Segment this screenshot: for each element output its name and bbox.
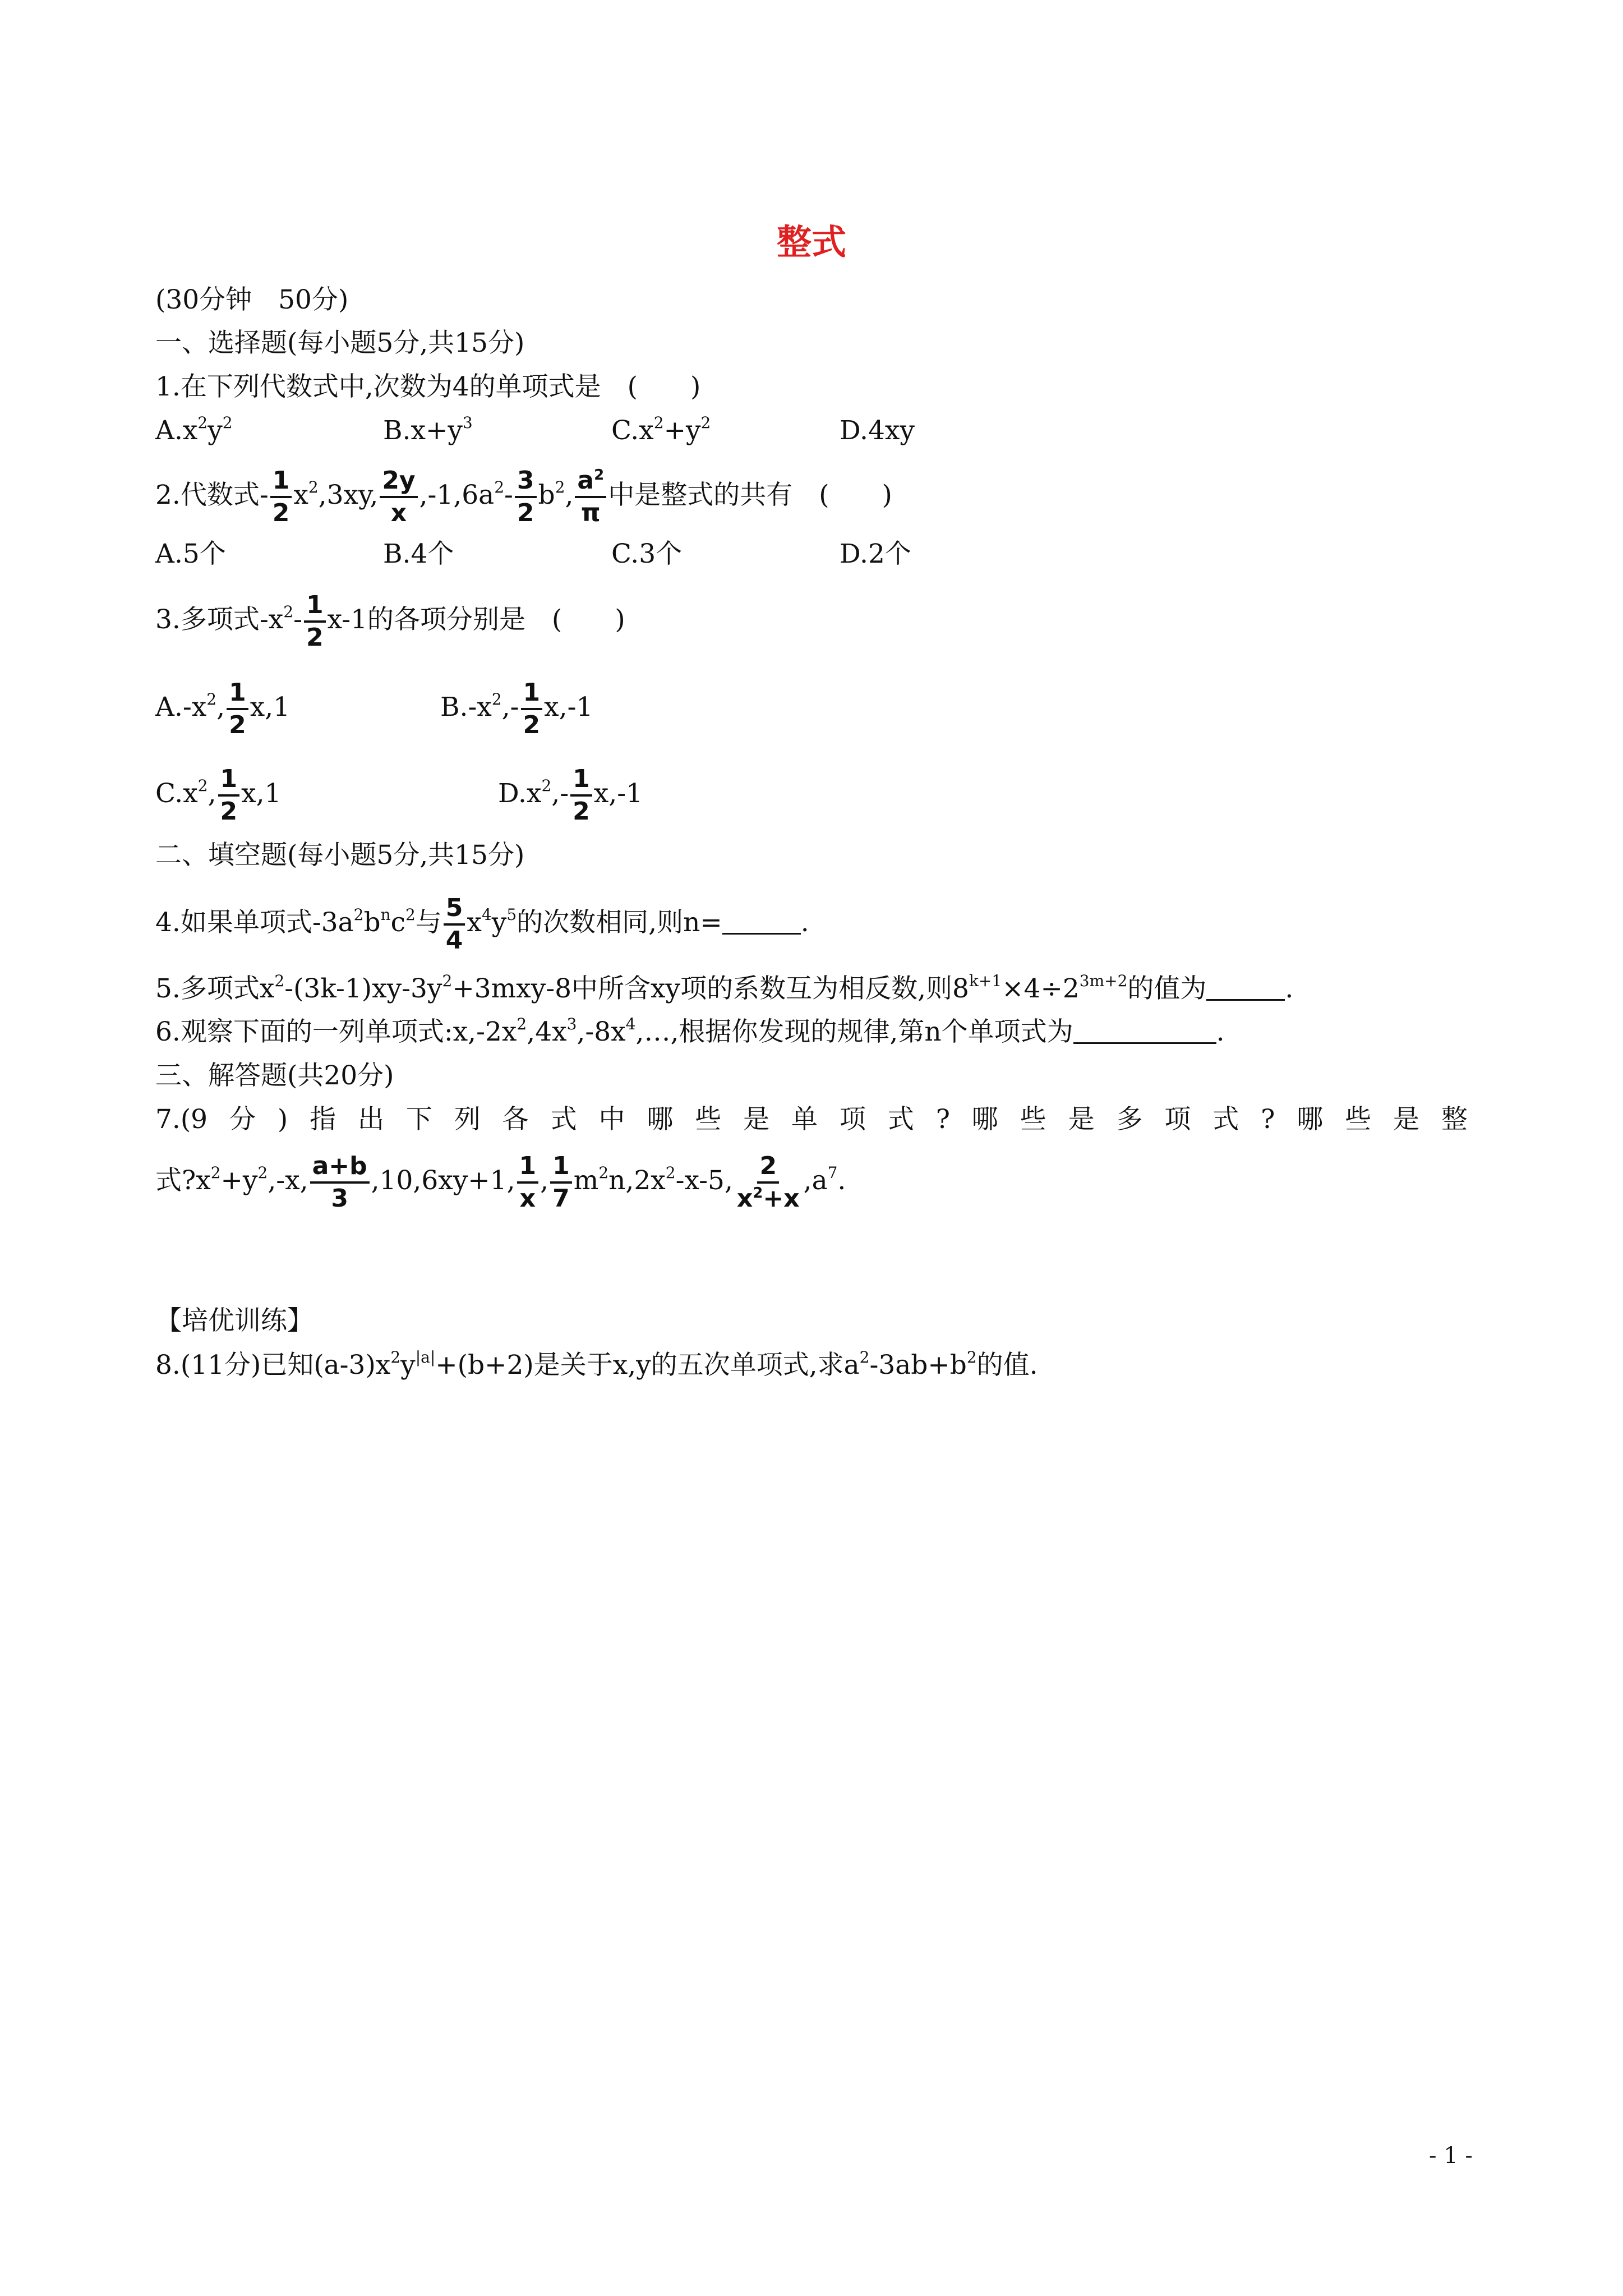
question-7-line-1 xyxy=(155,1103,1468,1137)
q7-line-1-char: 是 xyxy=(1393,1104,1419,1135)
question-8-stem: 8.(11分)已知$(a-3)x^2y^{|a|}+(b+2)$是关于x,y的五次单项式,求$a^2-3ab+b^2$的值. xyxy=(155,1348,1038,1381)
q3-option-c: $C.x^2$, $\frac{1}{2}$ x,1 xyxy=(155,764,282,826)
fraction: $\frac{1}{2}$ xyxy=(570,766,592,825)
question-7-line-2: 式$?x^2+y^2,-x$, $\frac{a+b}{3}$ ,10,6xy+1, $\frac{1}{x}$ , $\frac{1}{7}$ $m^2n,2x^2-x-5$, $\frac{2}{x^2+x}$ $,a^7$. xyxy=(155,1151,846,1213)
fraction: $\frac{1}{2}$ xyxy=(218,766,240,825)
fraction: $\frac{1}{7}$ xyxy=(550,1153,572,1212)
q7-line-1-char: 式 xyxy=(887,1104,914,1135)
q1-option-d: D.4xy xyxy=(840,415,915,446)
q7-line-1-char: 哪 xyxy=(971,1104,998,1135)
question-2-stem: 2.代数式- $\frac{1}{2}$ $x^2,3xy$, $\frac{2y}{x}$ $,-1,6a^2-$ $\frac{3}{2}$ $b^2$, $\frac{a^2}{\pi}$ 中是整式的共有 ( ) xyxy=(155,466,892,527)
fraction: $\frac{1}{2}$ xyxy=(227,680,248,738)
q1-option-a: $A.x^2y^2$ xyxy=(155,413,233,446)
q7-line-1-char: ) xyxy=(277,1104,288,1135)
q7-line-1-char: 列 xyxy=(454,1104,481,1135)
section-heading-advanced: 【培优训练】 xyxy=(155,1305,313,1336)
q7-line-1-char: 项 xyxy=(839,1104,866,1135)
q2-option-b: B.4个 xyxy=(383,539,454,569)
q7-line-1-char: 中 xyxy=(598,1104,625,1135)
fraction: $\frac{2y}{x}$ xyxy=(380,468,417,526)
fraction: $\frac{1}{2}$ xyxy=(521,680,543,738)
fraction: $\frac{3}{2}$ xyxy=(515,468,537,526)
q7-line-1-char: 整 xyxy=(1441,1104,1468,1135)
section-heading-solve: 三、解答题(共20分) xyxy=(155,1060,394,1091)
q7-line-1-char: 各 xyxy=(502,1104,529,1135)
q3-option-d: $D.x^2,-$ $\frac{1}{2}$ x,-1 xyxy=(498,764,643,826)
q1-option-c: $C.x^2+y^2$ xyxy=(611,413,711,446)
q7-line-1-char: ? xyxy=(1261,1104,1275,1135)
q7-line-1-char: 式 xyxy=(1212,1104,1239,1135)
q7-line-1-char: 些 xyxy=(695,1104,722,1135)
q7-line-1-char: 出 xyxy=(358,1104,384,1135)
section-heading-choice: 一、选择题(每小题5分,共15分) xyxy=(155,328,525,358)
q7-line-1-char: 是 xyxy=(1068,1104,1095,1135)
q7-line-1-char: 分 xyxy=(229,1104,256,1135)
time-score-info: (30分钟 50分) xyxy=(155,284,349,315)
fraction: $\frac{1}{2}$ xyxy=(270,468,292,526)
question-6-stem: 6.观察下面的一列单项式$:x,-2x^2,4x^3,-8x^4,\dots$,根据你发现的规律,第n个单项式为 . xyxy=(155,1015,1225,1047)
q7-line-1-char: 7.(9 xyxy=(155,1104,208,1135)
fraction: $\frac{5}{4}$ xyxy=(444,895,465,954)
fraction: $\frac{1}{2}$ xyxy=(304,592,326,651)
question-1-stem: 1.在下列代数式中,次数为4的单项式是 ( ) xyxy=(155,371,701,402)
q7-line-1-char: 多 xyxy=(1116,1104,1143,1135)
q7-line-1-char: 些 xyxy=(1020,1104,1046,1135)
question-3-stem: 3.多项式$-x^2-$ $\frac{1}{2}$ x-1的各项分别是 ( ) xyxy=(155,590,625,652)
q7-line-1-char: 哪 xyxy=(1297,1104,1324,1135)
fraction: $\frac{a+b}{3}$ xyxy=(310,1153,370,1212)
answer-blank[interactable] xyxy=(1206,976,1285,1001)
q1-option-b: $B.x+y^3$ xyxy=(383,413,473,446)
q7-line-1-char: 单 xyxy=(791,1104,818,1135)
q7-line-1-char: 些 xyxy=(1345,1104,1372,1135)
fraction: $\frac{1}{x}$ xyxy=(517,1153,539,1212)
q7-line-1-char: ? xyxy=(935,1104,950,1135)
q7-line-1-char: 式 xyxy=(550,1104,577,1135)
q2-option-d: D.2个 xyxy=(840,539,911,569)
section-heading-fill: 二、填空题(每小题5分,共15分) xyxy=(155,840,525,871)
q2-option-c: C.3个 xyxy=(611,539,683,569)
q7-line-1-char: 下 xyxy=(405,1104,432,1135)
question-5-stem: 5.多项式$x^2-(3k-1)xy-3y^2+3mxy-8$中所含xy项的系数互为相反数,则$8^{k+1}\times 4\div 2^{3m+2}$的值为 . xyxy=(155,972,1294,1004)
page-title: 整式 xyxy=(776,222,846,263)
page-number: - 1 - xyxy=(1429,2143,1473,2169)
q3-option-a: $A.-x^2$, $\frac{1}{2}$ x,1 xyxy=(155,678,291,739)
question-4-stem: 4.如果单项式$-3a^2b^nc^2$与 $\frac{5}{4}$ $x^4y^5$的次数相同,则n= . xyxy=(155,893,809,955)
answer-blank[interactable] xyxy=(1073,1019,1216,1044)
q2-option-a: A.5个 xyxy=(155,539,226,569)
answer-blank[interactable] xyxy=(722,909,801,935)
q7-line-1-char: 哪 xyxy=(647,1104,674,1135)
fraction: $\frac{a^2}{\pi}$ xyxy=(575,468,606,526)
q7-line-1-char: 项 xyxy=(1164,1104,1191,1135)
q3-option-b: $B.-x^2,-$ $\frac{1}{2}$ x,-1 xyxy=(440,678,593,739)
q7-line-1-char: 是 xyxy=(743,1104,770,1135)
q7-line-1-char: 指 xyxy=(310,1104,336,1135)
fraction: $\frac{2}{x^2+x}$ xyxy=(736,1151,800,1213)
